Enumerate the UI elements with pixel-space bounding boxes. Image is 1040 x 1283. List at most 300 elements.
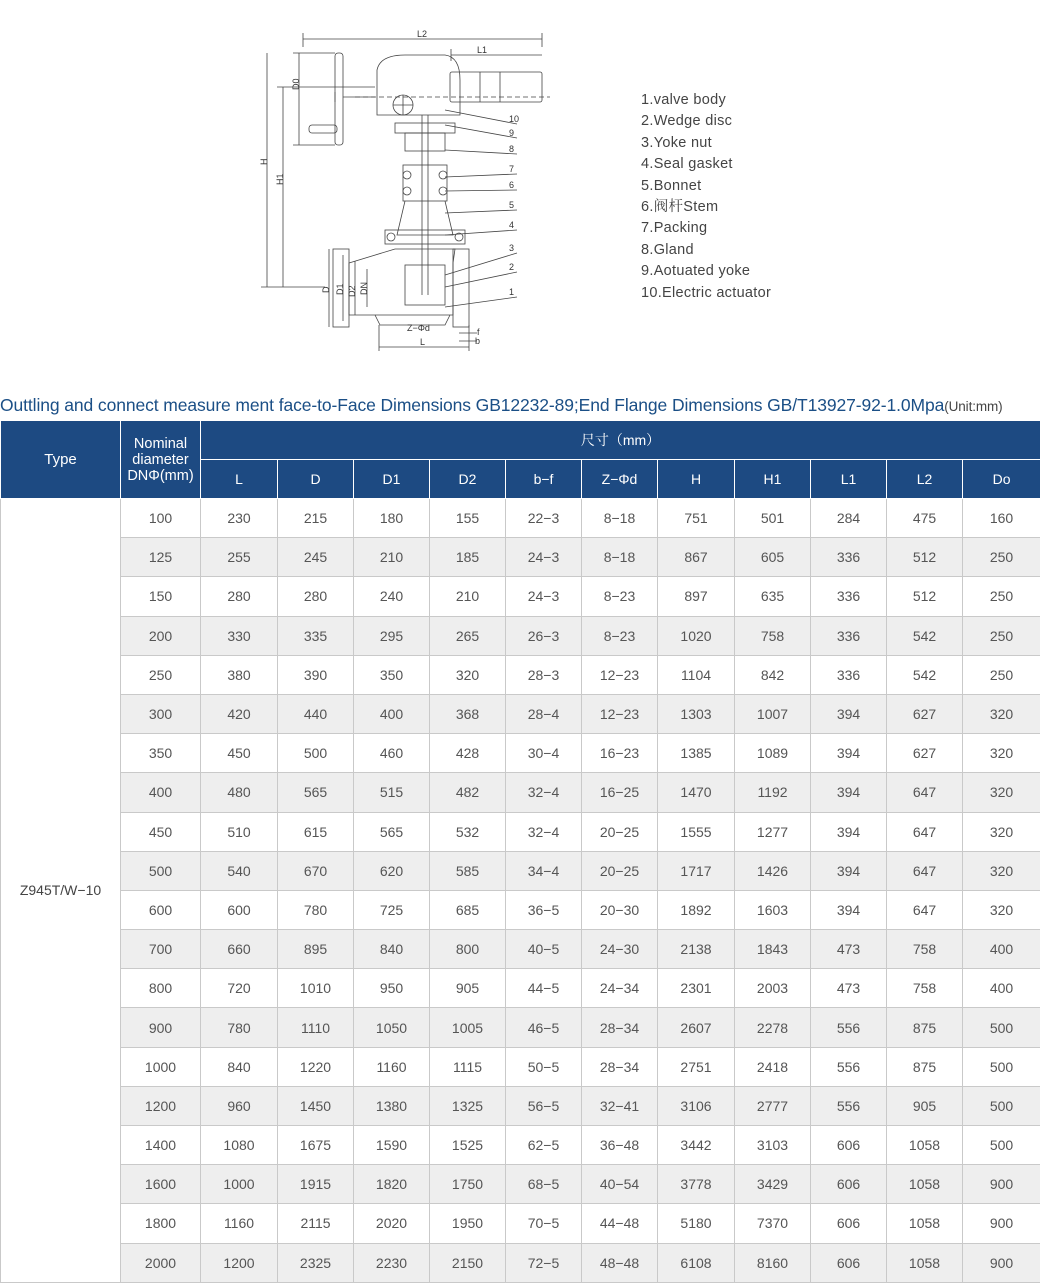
dim-h: H xyxy=(259,159,269,166)
dim-d: D xyxy=(321,286,331,293)
table-cell: 647 xyxy=(887,890,963,929)
table-cell: 420 xyxy=(201,694,278,733)
table-cell: 1000 xyxy=(201,1165,278,1204)
table-cell: 647 xyxy=(887,851,963,890)
table-cell: 335 xyxy=(278,616,354,655)
table-cell: 500 xyxy=(963,1086,1040,1125)
table-cell: 8−18 xyxy=(582,538,658,577)
header-type: Type xyxy=(1,421,121,499)
table-cell: 62−5 xyxy=(506,1126,582,1165)
table-cell: 647 xyxy=(887,812,963,851)
table-title-text: Outtling and connect measure ment face-to-Face Dimensions GB12232-89;End Flange Dimensions GB/T13927-92-1.0Mpa xyxy=(0,395,944,415)
part-item: 10.Electric actuator xyxy=(641,283,771,304)
part-item: 9.Aotuated yoke xyxy=(641,261,771,282)
table-cell: 905 xyxy=(887,1086,963,1125)
table-cell: 542 xyxy=(887,655,963,694)
table-cell: 2777 xyxy=(735,1086,811,1125)
table-cell: 1058 xyxy=(887,1165,963,1204)
table-cell: 1450 xyxy=(278,1086,354,1125)
table-cell: 501 xyxy=(735,499,811,538)
table-cell: 1277 xyxy=(735,812,811,851)
table-cell: 250 xyxy=(963,538,1040,577)
table-row xyxy=(1,1243,1040,1282)
table-cell: 900 xyxy=(963,1165,1040,1204)
table-row xyxy=(1,734,1040,773)
table-cell: 556 xyxy=(811,1086,887,1125)
table-row xyxy=(1,538,1040,577)
table-cell: 250 xyxy=(963,577,1040,616)
table-cell: 725 xyxy=(354,890,430,929)
callout-number: 1 xyxy=(509,287,514,297)
table-cell: 751 xyxy=(658,499,735,538)
table-cell: 512 xyxy=(887,577,963,616)
table-cell: 8−23 xyxy=(582,616,658,655)
table-cell: 2301 xyxy=(658,969,735,1008)
table-cell: 1007 xyxy=(735,694,811,733)
table-cell: 40−54 xyxy=(582,1165,658,1204)
table-cell: 627 xyxy=(887,694,963,733)
dn-cell: 2000 xyxy=(121,1243,201,1282)
table-cell: 867 xyxy=(658,538,735,577)
table-cell: 368 xyxy=(430,694,506,733)
column-header: b−f xyxy=(506,460,582,499)
dn-cell: 100 xyxy=(121,499,201,538)
table-cell: 56−5 xyxy=(506,1086,582,1125)
table-cell: 2115 xyxy=(278,1204,354,1243)
table-unit: (Unit:mm) xyxy=(944,399,1002,414)
table-cell: 336 xyxy=(811,538,887,577)
table-cell: 1525 xyxy=(430,1126,506,1165)
table-cell: 1160 xyxy=(354,1047,430,1086)
dim-d2: D2 xyxy=(347,285,357,297)
table-row xyxy=(1,1165,1040,1204)
table-cell: 900 xyxy=(963,1204,1040,1243)
dn-cell: 500 xyxy=(121,851,201,890)
table-cell: 473 xyxy=(811,930,887,969)
table-cell: 36−5 xyxy=(506,890,582,929)
table-cell: 615 xyxy=(278,812,354,851)
table-row xyxy=(1,1204,1040,1243)
table-cell: 68−5 xyxy=(506,1165,582,1204)
table-cell: 3429 xyxy=(735,1165,811,1204)
dn-cell: 1600 xyxy=(121,1165,201,1204)
table-cell: 1380 xyxy=(354,1086,430,1125)
table-cell: 320 xyxy=(963,851,1040,890)
table-cell: 22−3 xyxy=(506,499,582,538)
header-nominal-diameter xyxy=(121,421,201,499)
column-header: Do xyxy=(963,460,1040,499)
table-cell: 1192 xyxy=(735,773,811,812)
column-header: L2 xyxy=(887,460,963,499)
table-cell: 394 xyxy=(811,890,887,929)
column-header: D2 xyxy=(430,460,506,499)
table-cell: 2138 xyxy=(658,930,735,969)
table-cell: 3442 xyxy=(658,1126,735,1165)
table-cell: 1005 xyxy=(430,1008,506,1047)
table-cell: 320 xyxy=(963,890,1040,929)
table-cell: 48−48 xyxy=(582,1243,658,1282)
table-cell: 1675 xyxy=(278,1126,354,1165)
table-cell: 897 xyxy=(658,577,735,616)
table-cell: 280 xyxy=(278,577,354,616)
callout-leader xyxy=(445,253,517,275)
table-cell: 1325 xyxy=(430,1086,506,1125)
callout-number: 7 xyxy=(509,164,514,174)
table-cell: 320 xyxy=(963,773,1040,812)
dim-l1: L1 xyxy=(477,45,487,55)
callout-number: 9 xyxy=(509,128,514,138)
callout-number: 8 xyxy=(509,144,514,154)
table-cell: 394 xyxy=(811,773,887,812)
table-cell: 8−18 xyxy=(582,499,658,538)
table-cell: 180 xyxy=(354,499,430,538)
table-cell: 32−4 xyxy=(506,812,582,851)
callout-number: 2 xyxy=(509,262,514,272)
table-cell: 758 xyxy=(735,616,811,655)
dn-cell: 1800 xyxy=(121,1204,201,1243)
column-header: L xyxy=(201,460,278,499)
table-cell: 210 xyxy=(430,577,506,616)
table-cell: 1915 xyxy=(278,1165,354,1204)
table-cell: 647 xyxy=(887,773,963,812)
table-cell: 1110 xyxy=(278,1008,354,1047)
dn-cell: 300 xyxy=(121,694,201,733)
table-cell: 210 xyxy=(354,538,430,577)
table-title xyxy=(0,395,1040,416)
dim-l2: L2 xyxy=(417,29,427,39)
table-cell: 20−25 xyxy=(582,812,658,851)
dim-zphid: Z−Φd xyxy=(407,323,430,333)
table-cell: 460 xyxy=(354,734,430,773)
table-row xyxy=(1,1126,1040,1165)
dn-cell: 600 xyxy=(121,890,201,929)
table-cell: 1820 xyxy=(354,1165,430,1204)
table-cell: 394 xyxy=(811,694,887,733)
table-cell: 2751 xyxy=(658,1047,735,1086)
table-cell: 758 xyxy=(887,930,963,969)
column-header: H xyxy=(658,460,735,499)
table-cell: 28−4 xyxy=(506,694,582,733)
table-cell: 3106 xyxy=(658,1086,735,1125)
table-cell: 26−3 xyxy=(506,616,582,655)
table-cell: 565 xyxy=(278,773,354,812)
dn-cell: 400 xyxy=(121,773,201,812)
callout-leader xyxy=(445,110,517,124)
header-dn-line3: DNΦ(mm) xyxy=(121,468,200,484)
table-cell: 1058 xyxy=(887,1243,963,1282)
callout-number: 6 xyxy=(509,180,514,190)
table-cell: 1160 xyxy=(201,1204,278,1243)
table-cell: 5180 xyxy=(658,1204,735,1243)
table-cell: 635 xyxy=(735,577,811,616)
table-cell: 1058 xyxy=(887,1126,963,1165)
column-header: L1 xyxy=(811,460,887,499)
table-cell: 606 xyxy=(811,1165,887,1204)
table-cell: 2325 xyxy=(278,1243,354,1282)
table-cell: 900 xyxy=(963,1243,1040,1282)
table-cell: 840 xyxy=(201,1047,278,1086)
table-cell: 44−5 xyxy=(506,969,582,1008)
dim-d0: D0 xyxy=(291,78,301,90)
table-cell: 1843 xyxy=(735,930,811,969)
table-cell: 606 xyxy=(811,1243,887,1282)
table-cell: 500 xyxy=(278,734,354,773)
table-cell: 28−3 xyxy=(506,655,582,694)
dn-cell: 1000 xyxy=(121,1047,201,1086)
table-cell: 280 xyxy=(201,577,278,616)
table-row xyxy=(1,616,1040,655)
dim-b: b xyxy=(475,336,480,346)
table-cell: 556 xyxy=(811,1047,887,1086)
table-row xyxy=(1,969,1040,1008)
table-cell: 3778 xyxy=(658,1165,735,1204)
table-cell: 330 xyxy=(201,616,278,655)
table-cell: 480 xyxy=(201,773,278,812)
table-cell: 2003 xyxy=(735,969,811,1008)
table-cell: 1200 xyxy=(201,1243,278,1282)
table-cell: 28−34 xyxy=(582,1047,658,1086)
table-cell: 2150 xyxy=(430,1243,506,1282)
table-cell: 3103 xyxy=(735,1126,811,1165)
table-cell: 627 xyxy=(887,734,963,773)
table-cell: 532 xyxy=(430,812,506,851)
table-cell: 1750 xyxy=(430,1165,506,1204)
table-row xyxy=(1,890,1040,929)
table-cell: 16−25 xyxy=(582,773,658,812)
table-cell: 895 xyxy=(278,930,354,969)
table-cell: 12−23 xyxy=(582,655,658,694)
callout-leader xyxy=(445,150,517,154)
callout-leader xyxy=(445,174,517,177)
table-cell: 400 xyxy=(354,694,430,733)
table-cell: 8160 xyxy=(735,1243,811,1282)
dn-cell: 900 xyxy=(121,1008,201,1047)
table-cell: 390 xyxy=(278,655,354,694)
table-cell: 50−5 xyxy=(506,1047,582,1086)
table-cell: 660 xyxy=(201,930,278,969)
table-cell: 1220 xyxy=(278,1047,354,1086)
table-cell: 40−5 xyxy=(506,930,582,969)
table-cell: 540 xyxy=(201,851,278,890)
table-cell: 320 xyxy=(963,734,1040,773)
dim-dn: DN xyxy=(359,282,369,295)
dn-cell: 700 xyxy=(121,930,201,969)
part-item: 1.valve body xyxy=(641,90,771,111)
table-cell: 556 xyxy=(811,1008,887,1047)
table-row xyxy=(1,1086,1040,1125)
dn-cell: 1200 xyxy=(121,1086,201,1125)
table-cell: 16−23 xyxy=(582,734,658,773)
table-cell: 394 xyxy=(811,851,887,890)
table-cell: 336 xyxy=(811,655,887,694)
part-item: 8.Gland xyxy=(641,240,771,261)
table-cell: 780 xyxy=(278,890,354,929)
table-row xyxy=(1,812,1040,851)
table-cell: 428 xyxy=(430,734,506,773)
table-cell: 295 xyxy=(354,616,430,655)
dn-cell: 250 xyxy=(121,655,201,694)
table-cell: 512 xyxy=(887,538,963,577)
table-cell: 1058 xyxy=(887,1204,963,1243)
table-cell: 28−34 xyxy=(582,1008,658,1047)
table-cell: 284 xyxy=(811,499,887,538)
header-size-group: 尺寸（mm） xyxy=(201,421,1040,460)
table-cell: 230 xyxy=(201,499,278,538)
table-row xyxy=(1,577,1040,616)
table-row xyxy=(1,1047,1040,1086)
callout-leader xyxy=(445,125,517,138)
table-cell: 6108 xyxy=(658,1243,735,1282)
table-cell: 473 xyxy=(811,969,887,1008)
dimension-table xyxy=(0,420,1040,1283)
table-row xyxy=(1,694,1040,733)
callout-number: 4 xyxy=(509,220,514,230)
dn-cell: 350 xyxy=(121,734,201,773)
table-cell: 20−30 xyxy=(582,890,658,929)
table-cell: 1020 xyxy=(658,616,735,655)
table-row xyxy=(1,851,1040,890)
table-cell: 44−48 xyxy=(582,1204,658,1243)
table-cell: 24−30 xyxy=(582,930,658,969)
table-cell: 336 xyxy=(811,616,887,655)
dn-cell: 1400 xyxy=(121,1126,201,1165)
table-cell: 565 xyxy=(354,812,430,851)
table-cell: 12−23 xyxy=(582,694,658,733)
type-cell: Z945T/W−10 xyxy=(1,499,121,1283)
header-dn-line2: diameter xyxy=(121,452,200,468)
callout-number: 5 xyxy=(509,200,514,210)
table-cell: 30−4 xyxy=(506,734,582,773)
table-cell: 542 xyxy=(887,616,963,655)
table-cell: 24−3 xyxy=(506,577,582,616)
table-cell: 475 xyxy=(887,499,963,538)
callout-leader xyxy=(445,190,517,191)
table-cell: 245 xyxy=(278,538,354,577)
dim-h1: H1 xyxy=(275,173,285,185)
table-cell: 1080 xyxy=(201,1126,278,1165)
table-cell: 450 xyxy=(201,734,278,773)
table-cell: 46−5 xyxy=(506,1008,582,1047)
table-cell: 1426 xyxy=(735,851,811,890)
table-cell: 875 xyxy=(887,1047,963,1086)
parts-list xyxy=(641,90,771,304)
table-cell: 1590 xyxy=(354,1126,430,1165)
dn-cell: 150 xyxy=(121,577,201,616)
table-cell: 72−5 xyxy=(506,1243,582,1282)
table-cell: 1050 xyxy=(354,1008,430,1047)
table-cell: 720 xyxy=(201,969,278,1008)
table-cell: 240 xyxy=(354,577,430,616)
table-cell: 606 xyxy=(811,1204,887,1243)
table-cell: 2418 xyxy=(735,1047,811,1086)
table-cell: 34−4 xyxy=(506,851,582,890)
table-cell: 500 xyxy=(963,1008,1040,1047)
table-cell: 510 xyxy=(201,812,278,851)
table-cell: 160 xyxy=(963,499,1040,538)
column-header: D xyxy=(278,460,354,499)
column-header: D1 xyxy=(354,460,430,499)
table-cell: 1555 xyxy=(658,812,735,851)
part-item: 3.Yoke nut xyxy=(641,133,771,154)
table-cell: 2020 xyxy=(354,1204,430,1243)
table-cell: 950 xyxy=(354,969,430,1008)
table-cell: 24−34 xyxy=(582,969,658,1008)
table-cell: 250 xyxy=(963,655,1040,694)
table-cell: 1303 xyxy=(658,694,735,733)
table-row xyxy=(1,1008,1040,1047)
table-cell: 500 xyxy=(963,1126,1040,1165)
table-cell: 440 xyxy=(278,694,354,733)
table-row xyxy=(1,655,1040,694)
table-cell: 1950 xyxy=(430,1204,506,1243)
table-cell: 758 xyxy=(887,969,963,1008)
table-cell: 1603 xyxy=(735,890,811,929)
header-dn-line1: Nominal xyxy=(121,436,200,452)
table-cell: 600 xyxy=(201,890,278,929)
dn-cell: 450 xyxy=(121,812,201,851)
dim-f: f xyxy=(477,327,480,337)
part-item: 2.Wedge disc xyxy=(641,111,771,132)
dn-cell: 125 xyxy=(121,538,201,577)
table-cell: 606 xyxy=(811,1126,887,1165)
table-cell: 840 xyxy=(354,930,430,969)
part-item: 7.Packing xyxy=(641,218,771,239)
table-cell: 255 xyxy=(201,538,278,577)
table-cell: 2278 xyxy=(735,1008,811,1047)
table-cell: 482 xyxy=(430,773,506,812)
dim-d1: D1 xyxy=(335,283,345,295)
table-cell: 336 xyxy=(811,577,887,616)
part-item: 4.Seal gasket xyxy=(641,154,771,175)
table-cell: 185 xyxy=(430,538,506,577)
table-cell: 380 xyxy=(201,655,278,694)
table-row xyxy=(1,499,1040,538)
table-cell: 1892 xyxy=(658,890,735,929)
table-cell: 36−48 xyxy=(582,1126,658,1165)
column-header: Z−Φd xyxy=(582,460,658,499)
table-cell: 1385 xyxy=(658,734,735,773)
table-cell: 800 xyxy=(430,930,506,969)
table-cell: 905 xyxy=(430,969,506,1008)
table-cell: 400 xyxy=(963,930,1040,969)
table-cell: 620 xyxy=(354,851,430,890)
table-cell: 1470 xyxy=(658,773,735,812)
table-cell: 320 xyxy=(430,655,506,694)
table-cell: 585 xyxy=(430,851,506,890)
table-cell: 32−41 xyxy=(582,1086,658,1125)
table-cell: 20−25 xyxy=(582,851,658,890)
dn-cell: 800 xyxy=(121,969,201,1008)
table-cell: 875 xyxy=(887,1008,963,1047)
table-cell: 2230 xyxy=(354,1243,430,1282)
table-cell: 685 xyxy=(430,890,506,929)
table-row xyxy=(1,773,1040,812)
table-cell: 1104 xyxy=(658,655,735,694)
table-cell: 155 xyxy=(430,499,506,538)
valve-drawing xyxy=(255,25,555,355)
table-cell: 394 xyxy=(811,812,887,851)
table-cell: 24−3 xyxy=(506,538,582,577)
table-cell: 1089 xyxy=(735,734,811,773)
table-cell: 8−23 xyxy=(582,577,658,616)
dim-l: L xyxy=(420,337,425,347)
table-cell: 670 xyxy=(278,851,354,890)
table-cell: 780 xyxy=(201,1008,278,1047)
callout-leader xyxy=(445,230,517,235)
callout-leader xyxy=(445,297,517,307)
table-cell: 70−5 xyxy=(506,1204,582,1243)
dn-cell: 200 xyxy=(121,616,201,655)
